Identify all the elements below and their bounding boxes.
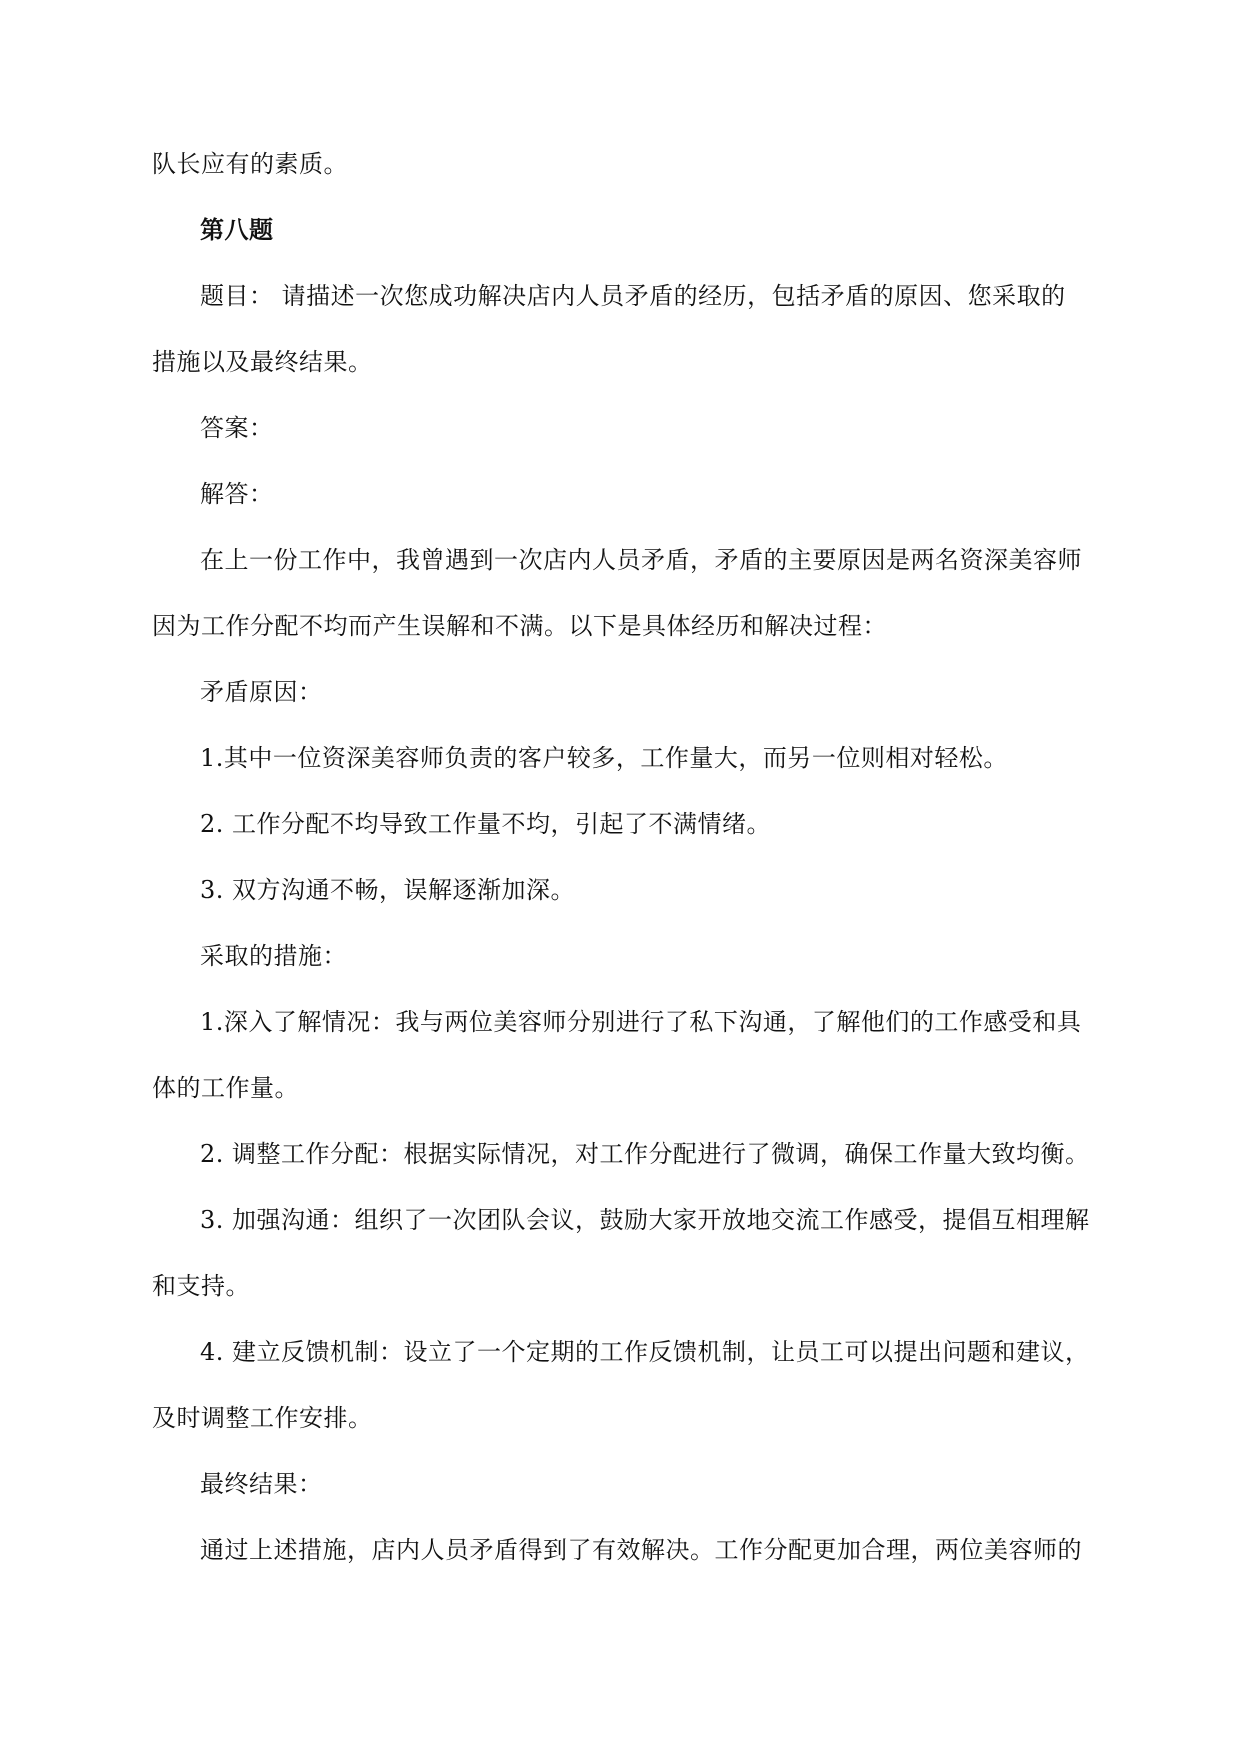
question-text-line-2: 措施以及最终结果。	[152, 348, 373, 376]
measure-item-1-line-1: 1.深入了解情况：我与两位美容师分别进行了私下沟通，了解他们的工作感受和具	[200, 1008, 1082, 1036]
final-result-paragraph-line-1: 通过上述措施，店内人员矛盾得到了有效解决。工作分配更加合理，两位美容师的	[200, 1536, 1082, 1564]
intro-paragraph-line-2: 因为工作分配不均而产生误解和不满。以下是具体经历和解决过程：	[152, 612, 887, 640]
conflict-cause-item-3: 3. 双方沟通不畅，误解逐渐加深。	[200, 876, 576, 904]
intro-paragraph-line-1: 在上一份工作中，我曾遇到一次店内人员矛盾，矛盾的主要原因是两名资深美容师	[200, 546, 1082, 574]
measure-item-3-line-2: 和支持。	[152, 1272, 250, 1300]
measures-heading: 采取的措施：	[200, 942, 347, 970]
measure-item-4-line-1: 4. 建立反馈机制：设立了一个定期的工作反馈机制，让员工可以提出问题和建议，	[200, 1338, 1090, 1366]
measure-item-1-line-2: 体的工作量。	[152, 1074, 299, 1102]
conflict-cause-item-1: 1.其中一位资深美容师负责的客户较多，工作量大，而另一位则相对轻松。	[200, 744, 1008, 772]
measure-item-2: 2. 调整工作分配：根据实际情况，对工作分配进行了微调，确保工作量大致均衡。	[200, 1140, 1090, 1168]
section-heading: 第八题	[200, 215, 274, 244]
answer-label: 答案：	[200, 414, 274, 442]
text-line-continuation: 队长应有的素质。	[152, 150, 348, 178]
conflict-cause-item-2: 2. 工作分配不均导致工作量不均，引起了不满情绪。	[200, 810, 772, 838]
measure-item-3-line-1: 3. 加强沟通：组织了一次团队会议，鼓励大家开放地交流工作感受，提倡互相理解	[200, 1206, 1090, 1234]
final-result-heading: 最终结果：	[200, 1470, 323, 1498]
conflict-cause-heading: 矛盾原因：	[200, 678, 323, 706]
solution-label: 解答：	[200, 480, 274, 508]
measure-item-4-line-2: 及时调整工作安排。	[152, 1404, 373, 1432]
question-text-line-1: 题目： 请描述一次您成功解决店内人员矛盾的经历，包括矛盾的原因、您采取的	[200, 282, 1066, 310]
